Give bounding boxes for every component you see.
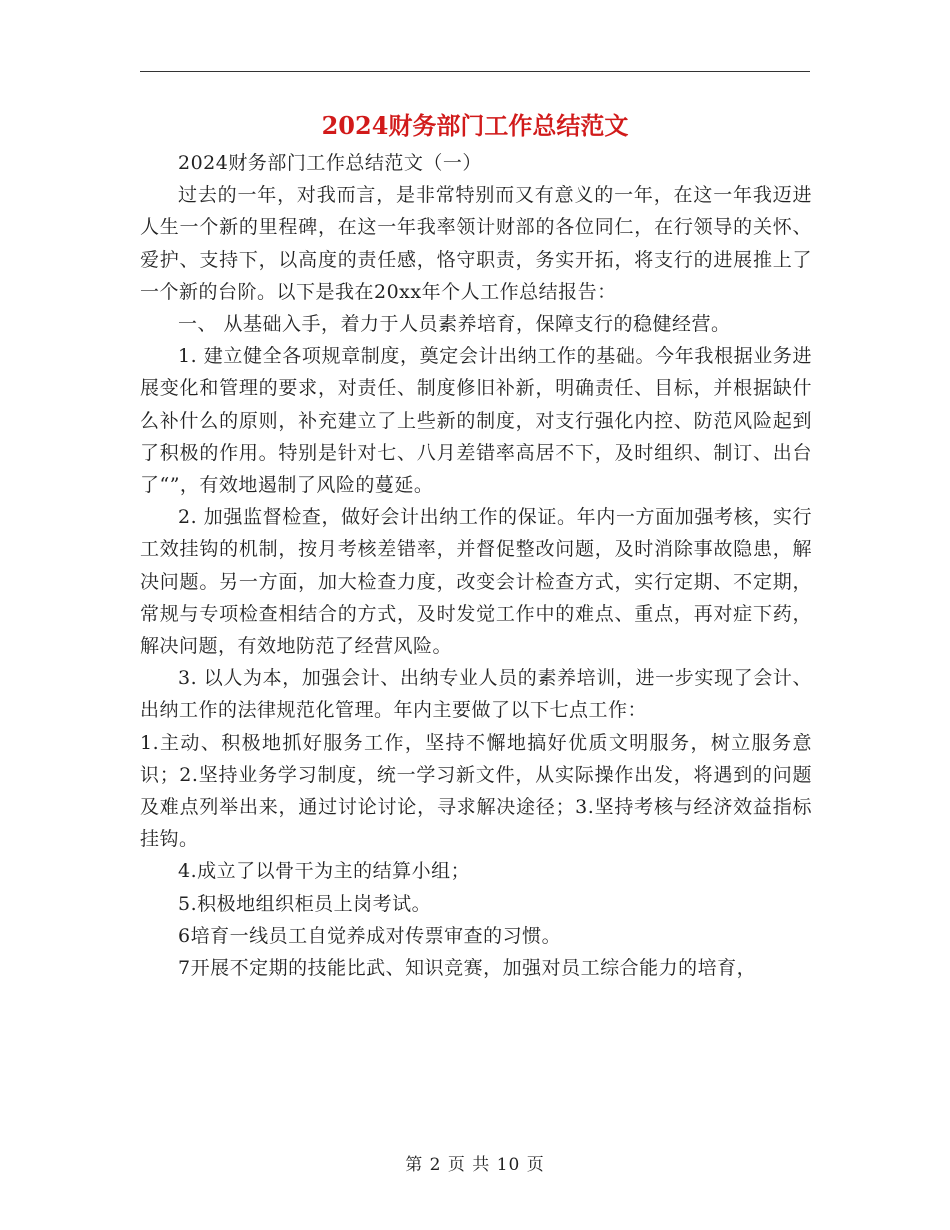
paragraph-item-1: 1. 建立健全各项规章制度，奠定会计出纳工作的基础。今年我根据业务进展变化和管理的要求，对责任、制度修旧补新，明确责任、目标，并根据缺什么补什么的原则，补充建立了上些新的制度，对支行强化内控、防范风险起到了积极的作用。特别是针对七、八月差错率高居不下，及时组织、制订、出台了“”，有效地遏制了风险的蔓延。	[140, 345, 812, 497]
section-heading: 2024财务部门工作总结范文（一）	[178, 152, 482, 174]
paragraph-item-2: 2. 加强监督检查，做好会计出纳工作的保证。年内一方面加强考核，实行工效挂钩的机制，按月考核差错率，并督促整改问题，及时消除事故隐患，解决问题。另一方面，加大检查力度，改变会计检查方式，实行定期、不定期，常规与专项检查相结合的方式，及时发觉工作中的难点、重点，再对症下药，解决问题，有效地防范了经营风险。	[140, 506, 812, 658]
page-number: 第 2 页 共 10 页	[405, 1155, 545, 1175]
paragraph-section-one: 一、 从基础入手，着力于人员素养培育，保障支行的稳健经营。	[178, 313, 731, 336]
document-title: 2024财务部门工作总结范文	[321, 111, 629, 140]
paragraph-subitem-5: 5.积极地组织柜员上岗考试。	[178, 892, 432, 915]
paragraph-subitem-4: 4.成立了以骨干为主的结算小组；	[178, 860, 471, 883]
paragraph-subitem-6: 6培育一线员工自觉养成对传票审查的习惯。	[178, 924, 562, 947]
paragraph-intro: 过去的一年，对我而言，是非常特别而又有意义的一年，在这一年我迈进人生一个新的里程碑，在这一年我率领计财部的各位同仁，在行领导的关怀、爱护、支持下，以高度的责任感，恪守职责，务实开拓，将支行的进展推上了一个新的台阶。以下是我在20xx年个人工作总结报告：	[140, 184, 812, 303]
header-rule	[140, 71, 810, 72]
paragraph-item-3: 3. 以人为本，加强会计、出纳专业人员的素养培训，进一步实现了会计、出纳工作的法律规范化管理。年内主要做了以下七点工作：	[140, 667, 812, 722]
document-body	[140, 147, 812, 984]
paragraph-subitem-7: 7开展不定期的技能比武、知识竞赛，加强对员工综合能力的培育，	[178, 957, 757, 980]
paragraph-item-3-detail: 1.主动、积极地抓好服务工作，坚持不懈地搞好优质文明服务，树立服务意识；2.坚持业务学习制度，统一学习新文件，从实际操作出发，将遇到的问题及难点列举出来，通过讨论讨论，寻求解决途径；3.坚持考核与经济效益指标挂钩。	[140, 731, 812, 851]
